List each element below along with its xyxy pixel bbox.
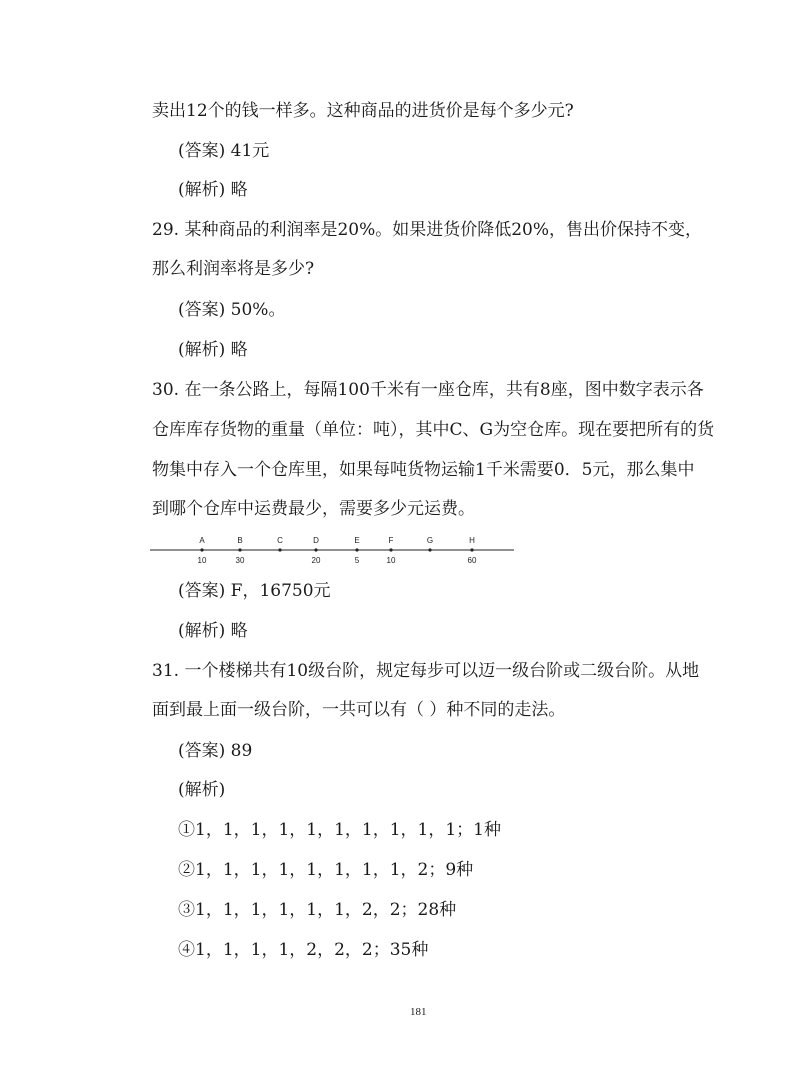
warehouse-point-g bbox=[428, 548, 431, 551]
warehouse-label-a: A bbox=[199, 536, 205, 545]
q31-case-4: ④1，1，1，1，2，2，2；35种 bbox=[178, 940, 429, 960]
warehouse-point-h bbox=[470, 548, 473, 551]
warehouse-weight-a: 10 bbox=[197, 556, 207, 565]
q30-line-3: 物集中存入一个仓库里，如果每吨货物运输1千米需要0．5元，那么集中 bbox=[152, 460, 695, 480]
q29-line-1: 29. 某种商品的利润率是20%。如果进货价降低20%，售出价保持不变， bbox=[152, 220, 703, 240]
warehouse-weight-h: 60 bbox=[467, 556, 477, 565]
warehouse-label-e: E bbox=[354, 536, 360, 545]
q31-case-2: ②1，1，1，1，1，1，1，1，2；9种 bbox=[178, 860, 474, 880]
q29-answer: (答案) 50%。 bbox=[178, 300, 286, 320]
warehouse-weight-b: 30 bbox=[235, 556, 245, 565]
q30-line-4: 到哪个仓库中运费最少，需要多少元运费。 bbox=[152, 499, 475, 519]
warehouse-point-d bbox=[314, 548, 317, 551]
q28-tail: 卖出12个的钱一样多。这种商品的进货价是每个多少元? bbox=[152, 101, 574, 121]
q30-analysis: (解析) 略 bbox=[178, 621, 248, 641]
warehouse-point-a bbox=[200, 548, 203, 551]
warehouse-label-b: B bbox=[237, 536, 243, 545]
page-number: 181 bbox=[410, 1006, 427, 1018]
warehouse-weight-d: 20 bbox=[311, 556, 321, 565]
q31-line-1: 31. 一个楼梯共有10级台阶，规定每步可以迈一级台阶或二级台阶。从地 bbox=[152, 661, 700, 681]
warehouse-point-b bbox=[238, 548, 241, 551]
warehouse-weight-f: 10 bbox=[386, 556, 396, 565]
warehouse-weight-e: 5 bbox=[354, 556, 360, 565]
q29-line-2: 那么利润率将是多少? bbox=[152, 259, 315, 279]
warehouse-label-g: G bbox=[426, 536, 434, 545]
q30-line-1: 30. 在一条公路上，每隔100千米有一座仓库，共有8座，图中数字表示各 bbox=[152, 380, 704, 400]
q30-line-2: 仓库库存货物的重量（单位：吨），其中C、G为空仓库。现在要把所有的货 bbox=[152, 420, 715, 440]
warehouse-label-d: D bbox=[313, 536, 319, 545]
warehouse-point-c bbox=[278, 548, 281, 551]
q28-analysis: (解析) 略 bbox=[178, 180, 248, 200]
q28-answer: (答案) 41元 bbox=[178, 141, 270, 161]
q31-analysis: (解析) bbox=[178, 780, 226, 800]
warehouse-label-c: C bbox=[277, 536, 283, 545]
q31-line-2: 面到最上面一级台阶，一共可以有（ ）种不同的走法。 bbox=[152, 700, 566, 720]
q31-case-1: ①1，1，1，1，1，1，1，1，1，1；1种 bbox=[178, 820, 501, 840]
warehouse-point-f bbox=[389, 548, 392, 551]
warehouse-label-f: F bbox=[388, 536, 394, 545]
q30-answer: (答案) F，16750元 bbox=[178, 581, 331, 601]
warehouse-point-e bbox=[355, 548, 358, 551]
warehouse-road-diagram bbox=[150, 532, 520, 572]
warehouse-label-h: H bbox=[469, 536, 475, 545]
q31-answer: (答案) 89 bbox=[178, 741, 253, 761]
q29-analysis: (解析) 略 bbox=[178, 340, 248, 360]
q31-case-3: ③1，1，1，1，1，1，2，2；28种 bbox=[178, 900, 457, 920]
